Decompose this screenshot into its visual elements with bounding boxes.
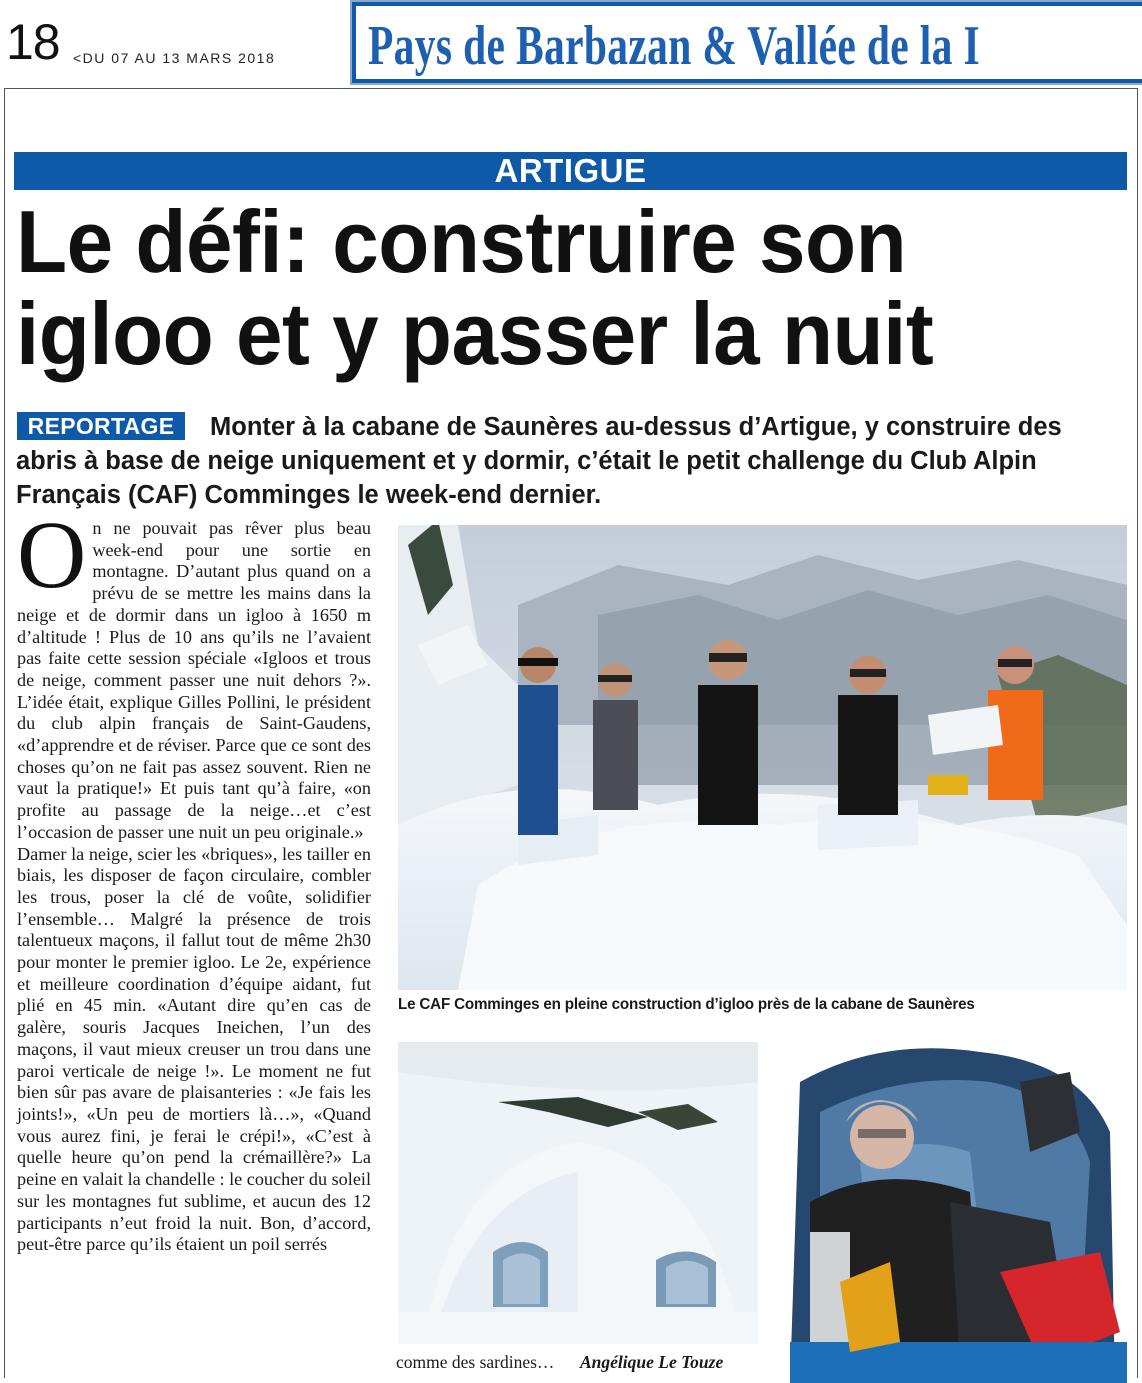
article-body [17, 501, 371, 1256]
drop-cap: O [17, 501, 87, 608]
headline-line-2: igloo et y passer la nuit [16, 284, 934, 383]
issue-date: <DU 07 AU 13 MARS 2018 [73, 50, 276, 66]
section-banner-inner [356, 6, 1142, 79]
section-title: Pays de Barbazan & Vallée de la I [368, 15, 980, 77]
photo-igloo-exterior [398, 1042, 758, 1344]
photo-caption: Le CAF Comminges en pleine construction d’igloo près de la cabane de Saunères [398, 996, 975, 1013]
lead-text: Monter à la cabane de Saunères au-dessus d’Artigue, y construire des abris à base de neige uniquement et y dormir, c’était le petit challenge du Club Alpin Français (CAF) Comminges le week-end dernier. [16, 413, 1062, 509]
photo-igloo-construction [398, 525, 1127, 990]
photo-igloo-exterior-image [398, 1042, 758, 1344]
photo-igloo-construction-image [398, 525, 1127, 990]
headline [16, 192, 1126, 383]
reportage-tag: REPORTAGE [17, 412, 185, 440]
page-number: 18 [6, 14, 60, 70]
headline-line-1: Le défi: construire son [16, 192, 907, 291]
kicker-bar [14, 152, 1127, 190]
photo-igloo-interior-image [780, 1042, 1127, 1383]
paragraph-1-text: n ne pouvait pas rêver plus beau week-end pour une sortie en montagne. D’autant plus quand on a prévu de se mettre les mains dans la neige et de dormir dans un igloo à 1650 m d’altitude ! Plus de 10 ans qu’ils ne l’avaient pas faite cette session spéciale «Igloos et trous de neige, comment passer une nuit dehors ?». L’idée était, explique Gilles Pollini, le président du club alpin français de Saint-Gaudens, «d’apprendre et de réviser. Parce que ce sont des choses qu’on ne fait pas assez souvent. Rien ne vaut la pratique!» Et puis tant qu’à faire, «on profite au passage de la neige…et c’est l’occasion de passer une nuit un peu originale.» [17, 518, 371, 842]
paragraph-1 [17, 501, 371, 844]
section-banner [350, 0, 1142, 85]
photo-igloo-interior [780, 1042, 1127, 1383]
author-signature: Angélique Le Touze [580, 1352, 724, 1372]
article-continuation: comme des sardines… [396, 1352, 555, 1372]
kicker-location: ARTIGUE [494, 152, 647, 189]
paragraph-2: Damer la neige, scier les «briques», les tailler en biais, les disposer de façon circulaire, combler les trous, poser la clé de voûte, solidifier l’ensemble… Malgré la présence de trois talentueux maçons, il fallut tout de même 2h30 pour monter le premier igloo. Le 2e, expérience et meilleure coordination d’équipe aidant, fut plié en 45 min. «Autant dire qu’en cas de galère, souris Jacques Ineichen, l’un des maçons, il vaut mieux creuser un trou dans une paroi verticale de neige !». Le moment ne fut bien sûr pas avare de plaisanteries : «Je fais les joints!», «Un peu de mortiers là…», «Quand vous aurez fini, je ferai le crépi!», «C’est à quelle heure qu’on pend la crémaillère?» La peine en valait la chandelle : le coucher du soleil sur les montagnes fut sublime, et aucun des 12 participants n’eut froid la nuit. Bon, d’accord, peut-être parce qu’ils étaient un poil serrés [17, 843, 371, 1255]
